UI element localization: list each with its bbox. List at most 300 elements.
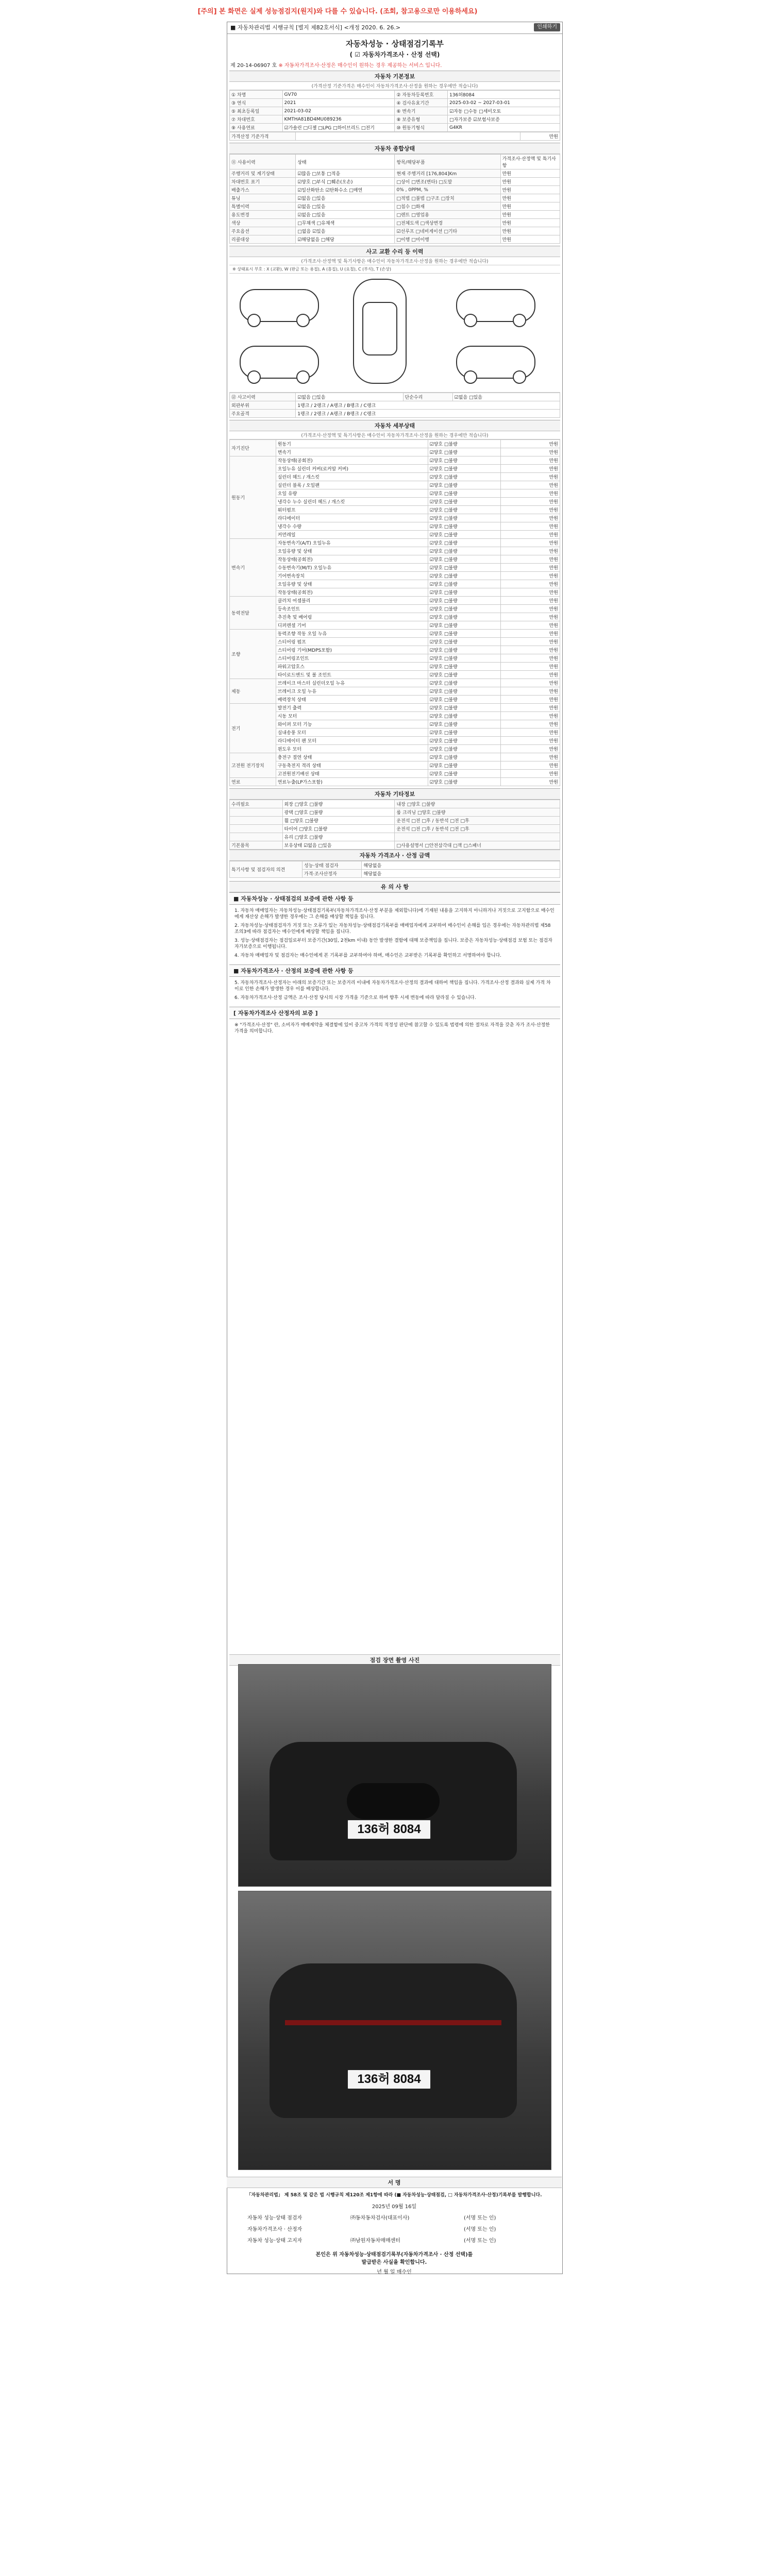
- detail-row: [230, 440, 560, 448]
- field-label: ① 차명: [230, 91, 283, 99]
- signature-name: ㈜동차동차검사(대표이사): [350, 2215, 410, 2221]
- detail-group-label: 자기진단: [230, 440, 276, 456]
- detail-item-price: 만원: [500, 522, 560, 531]
- detail-row: [230, 753, 560, 761]
- signature-section: [227, 2177, 562, 2275]
- field-label: ⑧ 보증유형: [395, 115, 448, 124]
- detail-item-status: ☑양호 □불량: [428, 770, 500, 778]
- detail-row: [230, 605, 560, 613]
- detail-item-label: 실린더 블록 / 오일팬: [276, 481, 428, 489]
- etc-label: 수리필요: [230, 800, 283, 808]
- basic-info-table: [229, 90, 560, 132]
- item-status: □무채색 □유채색: [296, 219, 395, 227]
- etc-info-section: [229, 788, 560, 878]
- item-status: ☑양호 □부식 □훼손(오손): [296, 178, 395, 186]
- accident-section: [229, 246, 560, 418]
- detail-item-label: 스티어링조인트: [276, 654, 428, 663]
- detail-row: [230, 514, 560, 522]
- detail-row: [230, 728, 560, 737]
- detail-item-price: 만원: [500, 613, 560, 621]
- car-body-shape: [270, 1963, 517, 2118]
- accident-note: (가격조사·산정액 및 특기사항은 매수인이 자동차가격조사·산정을 원하는 경우에만 적습니다): [229, 257, 560, 265]
- detail-item-label: 자동변속기(A/T) 오일누유: [276, 539, 428, 547]
- notes-title: 유 의 사 항: [229, 882, 560, 892]
- item-price: 만원: [500, 219, 560, 227]
- etc-value-a: 보유상태 ☑없음 □있음: [282, 841, 395, 850]
- detail-item-label: 브레이크 오일 누유: [276, 687, 428, 696]
- simple-repair-label: 단순수리: [403, 393, 452, 401]
- detail-row: [230, 737, 560, 745]
- table-row: [230, 170, 560, 178]
- detail-item-price: 만원: [500, 630, 560, 638]
- detail-row: [230, 481, 560, 489]
- etc-value-b: 운전석 □전 □후 / 동반석 □전 □후: [395, 817, 560, 825]
- accident-history-value: ☑없음 □있음: [296, 393, 403, 401]
- detail-item-label: 원동기: [276, 440, 428, 448]
- detail-row: [230, 522, 560, 531]
- basic-info-note: (가격산정 기준가격은 매수인이 자동차가격조사·산정을 원하는 경우에만 적습니다): [229, 82, 560, 90]
- detail-item-price: 만원: [500, 580, 560, 588]
- notes-paragraph: 1. 자동차 매매업자는 자동차성능·상태점검기록부(자동차가격조사·산정 부분을 제외합니다)에 기재된 내용을 고지하지 아니하거나 거짓으로 고지함으로 매수인에게 재산상 손해가 발생한 경우에는 그 손해를 배상할 책임을 집니다.: [234, 908, 554, 920]
- signature-role: 자동차가격조사 · 산정자: [247, 2227, 303, 2232]
- field-label: ⑨ 사용연료: [230, 124, 283, 132]
- signature-name: ㈜남원자동차매매센터: [350, 2238, 400, 2244]
- etc-value-b: 룸 크리닝 □양호 □불량: [395, 808, 560, 817]
- item-detail: □전체도색 □색상변경: [395, 219, 500, 227]
- etc-value-a: 외장 □양호 □불량: [282, 800, 395, 808]
- signature-row: [227, 2235, 562, 2247]
- main-frame-grade: 1랭크 / 2랭크 / A랭크 / B랭크 / C랭크: [296, 410, 560, 418]
- etc-label: 기본품목: [230, 841, 283, 850]
- field-label: ④ 검사유효기간: [395, 99, 448, 107]
- detail-item-label: 오일누유 실린더 커버(로커암 커버): [276, 465, 428, 473]
- detail-item-label: 배력장치 상태: [276, 696, 428, 704]
- detail-item-status: ☑양호 □불량: [428, 605, 500, 613]
- detail-item-status: ☑양호 □불량: [428, 745, 500, 753]
- detail-item-status: ☑양호 □불량: [428, 687, 500, 696]
- signature-role: 자동차 성능·상태 점검자: [247, 2215, 303, 2221]
- item-detail: ☑선루프 □네비게이션 □기타: [395, 227, 500, 235]
- license-plate: 136허 8084: [347, 1819, 431, 1840]
- signature-footer-line: 년 월 일 매수인: [377, 2269, 412, 2275]
- detail-item-label: 디퍼렌셜 기어: [276, 621, 428, 630]
- detail-item-label: 파워고압호스: [276, 663, 428, 671]
- item-label: 리콜대상: [230, 235, 296, 244]
- table-row: [230, 194, 560, 202]
- detail-item-label: 고전원전기배선 상태: [276, 770, 428, 778]
- detail-item-price: 만원: [500, 605, 560, 613]
- item-price: 만원: [500, 178, 560, 186]
- inspector-opinion-value: 해당없음: [362, 861, 560, 870]
- etc-value-b: 내장 □양호 □불량: [395, 800, 560, 808]
- general-status-title: 자동차 종합상태: [229, 143, 560, 154]
- table-row: [230, 178, 560, 186]
- detail-item-price: 만원: [500, 646, 560, 654]
- detail-item-price: 만원: [500, 489, 560, 498]
- etc-value-b: □사용설명서 □안전삼각대 □잭 □스패너: [395, 841, 560, 850]
- price-basis-table: [229, 132, 560, 141]
- table-row: [230, 211, 560, 219]
- detail-item-label: 클러치 어셈블리: [276, 597, 428, 605]
- item-price: 가격조사·산정액 및 특기사항: [500, 155, 560, 170]
- table-row: [230, 115, 560, 124]
- item-label: 용도변경: [230, 211, 296, 219]
- detail-item-status: ☑양호 □불량: [428, 696, 500, 704]
- detail-item-label: 라디에이터: [276, 514, 428, 522]
- detail-row: [230, 588, 560, 597]
- field-label: ⑥ 변속기: [395, 107, 448, 115]
- detail-item-status: ☑양호 □불량: [428, 547, 500, 555]
- detail-row: [230, 679, 560, 687]
- car-top-cabin: [362, 302, 397, 355]
- detail-group-label: 원동기: [230, 456, 276, 539]
- detail-row: [230, 572, 560, 580]
- detail-item-price: 만원: [500, 778, 560, 786]
- signature-mark[interactable]: (서명 또는 인): [464, 2238, 496, 2244]
- detail-row: [230, 687, 560, 696]
- etc-value-a: 광택 □양호 □불량: [282, 808, 395, 817]
- notes-paragraph: 3. 성능·상태점검자는 점검일로부터 보증기간(30일, 2천km 이내) 동안 발생한 결함에 대해 보증책임을 집니다. 보증은 자동차성능·상태점검 보험 또는 점검자 자가보증으로 이행됩니다.: [234, 938, 552, 950]
- detail-item-price: 만원: [500, 448, 560, 456]
- item-status: ☑없음 □있음: [296, 194, 395, 202]
- price-person-value: 해당없음: [362, 870, 560, 878]
- table-row: [230, 841, 560, 850]
- field-label: ⑦ 차대번호: [230, 115, 283, 124]
- etc-info-table: [229, 800, 560, 850]
- detail-item-price: 만원: [500, 770, 560, 778]
- field-label: ⑤ 최초등록일: [230, 107, 283, 115]
- detail-row: [230, 489, 560, 498]
- detail-row: [230, 704, 560, 712]
- detail-item-status: ☑양호 □불량: [428, 753, 500, 761]
- general-status-section: [229, 143, 560, 244]
- detail-item-status: ☑양호 □불량: [428, 514, 500, 522]
- detail-item-label: 수동변속기(M/T) 오일누유: [276, 564, 428, 572]
- item-status: ☑없음 □있음: [296, 202, 395, 211]
- detail-item-status: ☑양호 □불량: [428, 728, 500, 737]
- detail-item-price: 만원: [500, 761, 560, 770]
- detail-item-price: 만원: [500, 671, 560, 679]
- detail-row: [230, 473, 560, 481]
- table-row: [230, 91, 560, 99]
- detail-item-label: 냉각수 수량: [276, 522, 428, 531]
- detail-group-label: 연료: [230, 778, 276, 786]
- detail-group-label: 조향: [230, 630, 276, 679]
- detail-item-label: 발전기 출력: [276, 704, 428, 712]
- signature-footer-line: 발급받은 사실을 확인합니다.: [361, 2260, 427, 2265]
- detail-item-label: 라디에이터 팬 모터: [276, 737, 428, 745]
- etc-label: [230, 808, 283, 817]
- detail-status-note: (가격조사·산정액 및 특기사항은 매수인이 자동차가격조사·산정을 원하는 경우에만 적습니다): [229, 431, 560, 439]
- detail-row: [230, 646, 560, 654]
- detail-item-price: 만원: [500, 555, 560, 564]
- detail-item-label: 동력조향 작동 오일 누유: [276, 630, 428, 638]
- detail-item-status: ☑양호 □불량: [428, 580, 500, 588]
- item-status: ☑일산화탄소 ☑탄화수소 □매연: [296, 186, 395, 194]
- detail-row: [230, 745, 560, 753]
- item-detail: □적법 □불법 □구조 □장치: [395, 194, 500, 202]
- detail-item-price: 만원: [500, 696, 560, 704]
- detail-row: [230, 671, 560, 679]
- detail-item-label: 충전구 절연 상태: [276, 753, 428, 761]
- item-label: 주요옵션: [230, 227, 296, 235]
- vehicle-diagram: [229, 274, 560, 393]
- item-label: 배출가스: [230, 186, 296, 194]
- document-number: [227, 59, 562, 71]
- notes-paragraph: 6. 자동차가격조사·산정 금액은 조사·산정 당시의 시장 가격을 기준으로 하며 향후 시세 변동에 따라 달라질 수 있습니다.: [234, 995, 476, 1001]
- detail-item-price: 만원: [500, 588, 560, 597]
- notes-text-block: [229, 1019, 560, 1040]
- detail-group-label: 고전원 전기장치: [230, 753, 276, 778]
- detail-item-status: ☑양호 □불량: [428, 737, 500, 745]
- detail-item-price: 만원: [500, 564, 560, 572]
- detail-row: [230, 465, 560, 473]
- table-row: [230, 202, 560, 211]
- signature-role: 자동차 성능·상태 고지자: [247, 2238, 303, 2244]
- detail-row: [230, 630, 560, 638]
- detail-item-status: ☑양호 □불량: [428, 531, 500, 539]
- detail-item-label: 추진축 및 베어링: [276, 613, 428, 621]
- detail-row: [230, 539, 560, 547]
- table-row: [230, 235, 560, 244]
- detail-item-status: ☑양호 □불량: [428, 456, 500, 465]
- wheel-icon: [296, 314, 310, 327]
- field-value: □자가보증 ☑보험사보증: [448, 115, 560, 124]
- etc-value-b: [395, 833, 560, 841]
- price-total-title: 자동차 가격조사 · 산정 금액: [229, 850, 560, 861]
- field-value: 136허8084: [448, 91, 560, 99]
- photo-section-title: 점검 장면 촬영 사진: [229, 1654, 560, 1666]
- wheel-icon: [247, 370, 261, 384]
- table-row: [230, 124, 560, 132]
- detail-item-label: 기어변속장치: [276, 572, 428, 580]
- item-status: ☑해당없음 □해당: [296, 235, 395, 244]
- main-frame-label: 주요골격: [230, 410, 296, 418]
- notes-heading-warranty: ■ 자동차성능 · 상태점검의 보증에 관한 사항 등: [229, 892, 560, 905]
- table-row: [230, 186, 560, 194]
- signature-mark[interactable]: (서명 또는 인): [464, 2227, 496, 2232]
- detail-item-label: 작동상태(공회전): [276, 456, 428, 465]
- notes-section: [229, 881, 560, 1040]
- special-note-label: 특기사항 및 점검자의 의견: [230, 861, 303, 878]
- field-label: ③ 연식: [230, 99, 283, 107]
- form-label-bar: [227, 22, 562, 34]
- detail-item-price: 만원: [500, 531, 560, 539]
- detail-row: [230, 696, 560, 704]
- detail-item-label: 스티어링 펌프: [276, 638, 428, 646]
- detail-row: [230, 770, 560, 778]
- detail-row: [230, 712, 560, 720]
- item-label: 특별이력: [230, 202, 296, 211]
- accident-summary-table: [229, 393, 560, 418]
- detail-item-price: 만원: [500, 663, 560, 671]
- detail-item-status: ☑양호 □불량: [428, 448, 500, 456]
- signature-row: [227, 2213, 562, 2224]
- detail-row: [230, 555, 560, 564]
- detail-item-price: 만원: [500, 720, 560, 728]
- notes-heading-price: ■ 자동차가격조사 · 산정의 보증에 관한 사항 등: [229, 964, 560, 977]
- license-plate: 136허 8084: [347, 2069, 431, 2090]
- detail-item-price: 만원: [500, 465, 560, 473]
- signature-footer-line: 본인은 위 자동차성능·상태점검기록부(자동차가격조사 · 산정 선택)를: [315, 2252, 473, 2258]
- detail-item-label: 스티어링 기어(MDPS포함): [276, 646, 428, 654]
- simple-repair-value: ☑없음 □있음: [452, 393, 560, 401]
- inspection-photo-rear: [238, 1891, 551, 2170]
- table-row: [230, 833, 560, 841]
- detail-item-label: 와이퍼 모터 기능: [276, 720, 428, 728]
- detail-item-label: 실내송풍 모터: [276, 728, 428, 737]
- price-basis-unit: 만원: [520, 132, 560, 141]
- etc-info-title: 자동차 기타정보: [229, 789, 560, 800]
- item-price: 만원: [500, 170, 560, 178]
- detail-item-price: 만원: [500, 473, 560, 481]
- detail-item-price: 만원: [500, 506, 560, 514]
- detail-item-status: ☑양호 □불량: [428, 481, 500, 489]
- table-row: [230, 99, 560, 107]
- detail-group-label: 동력전달: [230, 597, 276, 630]
- item-status: 상태: [296, 155, 395, 170]
- detail-item-label: 실린더 헤드 / 개스킷: [276, 473, 428, 481]
- signature-row: [227, 2224, 562, 2235]
- item-label: 차대번호 표기: [230, 178, 296, 186]
- detail-item-status: ☑양호 □불량: [428, 572, 500, 580]
- item-label: 색상: [230, 219, 296, 227]
- detail-status-table: [229, 439, 560, 786]
- field-value: ☑자동 □수동 □세미오토: [448, 107, 560, 115]
- grille-shape: [347, 1783, 440, 1819]
- basic-info-title: 자동차 기본정보: [229, 71, 560, 82]
- accident-history-label: ⑫ 사고이력: [230, 393, 296, 401]
- notes-paragraph: ※ "가격조사·산정" 란, 소비자가 매매계약을 체결함에 있어 중고차 가격의 적정성 판단에 참고할 수 있도록 법령에 의한 절차로 자격을 갖춘 자가 조사·산정한 가격을 의미합니다.: [234, 1023, 550, 1034]
- detail-item-price: 만원: [500, 687, 560, 696]
- detail-row: [230, 456, 560, 465]
- detail-item-label: 워터펌프: [276, 506, 428, 514]
- detail-item-label: 구동축전지 격리 상태: [276, 761, 428, 770]
- detail-item-status: ☑양호 □불량: [428, 704, 500, 712]
- detail-item-status: ☑양호 □불량: [428, 646, 500, 654]
- item-price: 만원: [500, 227, 560, 235]
- detail-row: [230, 498, 560, 506]
- wheel-icon: [464, 314, 477, 327]
- detail-item-status: ☑양호 □불량: [428, 671, 500, 679]
- notes-paragraph: 2. 자동차성능·상태점검자가 거짓 또는 오류가 있는 자동차성능·상태점검기록부를 매매업자에게 교부하여 매수인이 손해를 입은 경우에는 자동차관리법 제58조의3에 따라 점검자는 매수인에게 배상할 책임을 집니다.: [234, 923, 551, 935]
- detail-item-price: 만원: [500, 745, 560, 753]
- item-price: 만원: [500, 186, 560, 194]
- detail-item-label: 변속기: [276, 448, 428, 456]
- detail-group-label: 전기: [230, 704, 276, 753]
- detail-item-status: ☑양호 □불량: [428, 440, 500, 448]
- doc-number-label: 제 20-14-06907 호: [230, 63, 277, 69]
- detail-item-status: ☑양호 □불량: [428, 489, 500, 498]
- detail-item-status: ☑양호 □불량: [428, 720, 500, 728]
- item-detail: □침수 □화재: [395, 202, 500, 211]
- detail-row: [230, 638, 560, 646]
- detail-item-label: 타이로드엔드 및 볼 조인트: [276, 671, 428, 679]
- item-price: 만원: [500, 235, 560, 244]
- detail-row: [230, 531, 560, 539]
- detail-item-price: 만원: [500, 514, 560, 522]
- detail-item-label: 오일유량 및 상태: [276, 547, 428, 555]
- document-title: 자동차성능 · 상태점검기록부: [345, 39, 444, 48]
- detail-row: [230, 448, 560, 456]
- field-label: ② 자동차등록번호: [395, 91, 448, 99]
- detail-item-status: ☑양호 □불량: [428, 597, 500, 605]
- detail-row: [230, 778, 560, 786]
- notes-heading-guarantee: [ 자동차가격조사 산정자의 보증 ]: [229, 1007, 560, 1019]
- detail-row: [230, 663, 560, 671]
- etc-value-a: 유리 □양호 □불량: [282, 833, 395, 841]
- table-row: [230, 817, 560, 825]
- table-row: [230, 825, 560, 833]
- print-button[interactable]: 인쇄하기: [534, 23, 560, 31]
- detail-item-status: ☑양호 □불량: [428, 539, 500, 547]
- detail-item-price: 만원: [500, 728, 560, 737]
- item-label: 주행거리 및 계기상태: [230, 170, 296, 178]
- document-subtitle: ( ☑ 자동차가격조사 · 산정 선택): [349, 51, 440, 58]
- detail-row: [230, 720, 560, 728]
- detail-item-price: 만원: [500, 638, 560, 646]
- detail-item-price: 만원: [500, 539, 560, 547]
- detail-item-status: ☑양호 □불량: [428, 506, 500, 514]
- item-status: ☑없음 □있음: [296, 211, 395, 219]
- detail-item-label: 작동상태(공회전): [276, 588, 428, 597]
- field-value: KMTHA81BD4MU089236: [282, 115, 395, 124]
- doc-number-note: ※ 자동차가격조사·산정은 매수인이 원하는 경우 제공하는 서비스 입니다.: [278, 63, 442, 69]
- detail-item-status: ☑양호 □불량: [428, 522, 500, 531]
- detail-item-status: ☑양호 □불량: [428, 638, 500, 646]
- detail-item-price: 만원: [500, 547, 560, 555]
- table-row: [230, 227, 560, 235]
- item-status: ☑많음 □보통 □적음: [296, 170, 395, 178]
- detail-row: [230, 564, 560, 572]
- detail-row: [230, 761, 560, 770]
- detail-item-status: ☑양호 □불량: [428, 564, 500, 572]
- general-status-table: [229, 154, 560, 244]
- table-row: [230, 808, 560, 817]
- table-row: [230, 800, 560, 808]
- detail-item-price: 만원: [500, 440, 560, 448]
- notes-paragraph: 5. 자동차가격조사·산정자는 아래의 보증기간 또는 보증거리 이내에 자동차가격조사·산정의 결과에 대하여 책임을 집니다. 가격조사·산정 결과와 실제 가격 차이로 인한 손해가 발생한 경우 이를 배상합니다.: [234, 980, 551, 992]
- detail-item-label: 등속조인트: [276, 605, 428, 613]
- detail-group-label: 제동: [230, 679, 276, 704]
- detail-item-status: ☑양호 □불량: [428, 613, 500, 621]
- detail-item-status: ☑양호 □불량: [428, 465, 500, 473]
- basic-info-section: [229, 71, 560, 141]
- detail-item-price: 만원: [500, 712, 560, 720]
- detail-item-price: 만원: [500, 753, 560, 761]
- item-detail: 현재 주행거리 [176,804]Km: [395, 170, 500, 178]
- detail-item-price: 만원: [500, 597, 560, 605]
- table-row: [230, 155, 560, 170]
- detail-item-status: ☑양호 □불량: [428, 712, 500, 720]
- detail-item-label: 연료누출(LP가스포함): [276, 778, 428, 786]
- signature-mark[interactable]: (서명 또는 인): [464, 2215, 496, 2221]
- detail-item-price: 만원: [500, 679, 560, 687]
- form-label: ■ 자동차관리법 시행규칙 [별지 제82호서식] <개정 2020. 6. 26.>: [230, 24, 401, 31]
- detail-item-price: 만원: [500, 572, 560, 580]
- special-note-table: [229, 861, 560, 878]
- field-value: G4KR: [448, 124, 560, 132]
- price-person-label: 가격·조사산정자: [303, 870, 362, 878]
- wheel-icon: [247, 314, 261, 327]
- field-value: ☑가솔린 □디젤 □LPG □하이브리드 □전기: [282, 124, 395, 132]
- detail-row: [230, 597, 560, 605]
- item-label: 튜닝: [230, 194, 296, 202]
- detail-item-status: ☑양호 □불량: [428, 761, 500, 770]
- detail-item-label: 냉각수 누수 실린더 헤드 / 개스킷: [276, 498, 428, 506]
- warning-notice: [주의] 본 화면은 실제 성능점검지(원지)와 다를 수 있습니다. (조회, 참고용으로만 이용하세요): [197, 8, 478, 15]
- field-value: GV70: [282, 91, 395, 99]
